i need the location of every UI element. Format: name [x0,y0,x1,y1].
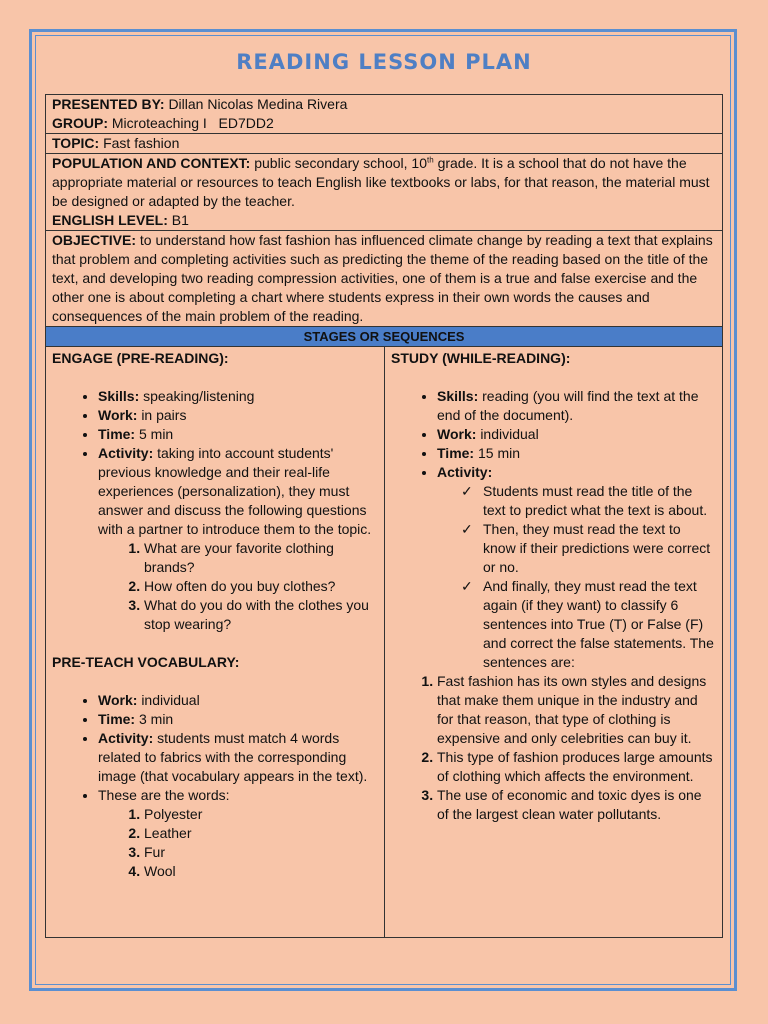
presented-by: PRESENTED BY: Dillan Nicolas Medina Rivera [52,96,348,112]
question-list [98,539,378,634]
list-item: • Work: individual [98,691,378,710]
list-item: 1. Fast fashion has its own styles and designs that make them unique in the industry and for that reason, that type of clothing is expensive and only celebrities can buy it. [437,672,716,748]
stages-columns [46,347,722,937]
engage-list [52,387,378,634]
checklist-item: ✓ And finally, they must read the text again (if they want) to classify 6 sentences into True (T) or False (F) and correct the false statements. The sentences are: [483,577,716,672]
stages-header: STAGES OR SEQUENCES [46,327,722,347]
engage-heading: ENGAGE (PRE-READING): [52,350,229,366]
list-item: 1. Polyester [144,805,378,824]
step-checklist [437,482,716,672]
lesson-plan-table [45,94,723,938]
list-item: • Time: 5 min [98,425,378,444]
group: GROUP: Microteaching I ED7DD2 [52,115,274,131]
list-item: 3. The use of economic and toxic dyes is one of the largest clean water pollutants. [437,786,716,824]
population-row [46,154,722,231]
checklist-item: ✓ Students must read the title of the text to predict what the text is about. [483,482,716,520]
preteach-list [52,691,378,881]
list-item: • Work: individual [437,425,716,444]
list-item: • These are the words: 1. Polyester 2. Leather 3. Fur 4. Wool [98,786,378,881]
list-item: • Activity: students must match 4 words related to fabrics with the corresponding image (that vocabulary appears in the text). [98,729,378,786]
preteach-heading: PRE-TEACH VOCABULARY: [52,654,240,670]
study-list [391,387,716,672]
engage-column [46,347,385,937]
list-item: 2. How often do you buy clothes? [144,577,378,596]
list-item: 3. What do you do with the clothes you stop wearing? [144,596,378,634]
study-column [385,347,722,937]
list-item: 3. Fur [144,843,378,862]
list-item: 2. This type of fashion produces large amounts of clothing which affects the environment. [437,748,716,786]
objective-row: OBJECTIVE: to understand how fast fashion has influenced climate change by reading a text that explains that problem and completing activities such as predicting the theme of the reading based on the title of the text, and developing two reading compression activities, one of them is a true and false exercise and the other one is about completing a chart where students express in their own words the causes and consequences of the main problem of the reading. [46,231,722,327]
topic-row: TOPIC: Fast fashion [46,134,722,154]
list-item: • Skills: reading (you will find the text at the end of the document). [437,387,716,425]
study-heading: STUDY (WHILE-READING): [391,350,571,366]
list-item: • Time: 3 min [98,710,378,729]
list-item: • Time: 15 min [437,444,716,463]
population-context: POPULATION AND CONTEXT: public secondary school, 10th grade. It is a school that do not have the appropriate material or resources to teach English like textbooks or labs, for that reason, the material must be designed or adapted by the teacher. [52,155,710,209]
word-list [98,805,378,881]
sentence-list [391,672,716,824]
list-item: • Skills: speaking/listening [98,387,378,406]
header-info-row [46,95,722,134]
checklist-item: ✓ Then, they must read the text to know if their predictions were correct or no. [483,520,716,577]
list-item: 2. Leather [144,824,378,843]
list-item: • Activity: ✓ Students must read the title of the text to predict what the text is about. ✓ Then, they must read the text to know if their predictions were correct or no. ✓ And finally, they must read the text again (if they want) to classify 6 sentences into True (T) or False (F) and correct the false statements. The sentences are: [437,463,716,672]
english-level: ENGLISH LEVEL: B1 [52,212,189,228]
list-item: • Activity: taking into account students' previous knowledge and their real-life experiences (personalization), they must answer and discuss the following questions with a partner to introduce them to the topic. 1. What are your favorite clothing brands? 2. How often do you buy clothes? 3. What do you do with the clothes you stop wearing? [98,444,378,634]
page-title: READING LESSON PLAN [236,50,532,74]
list-item: 1. What are your favorite clothing brands? [144,539,378,577]
list-item: 4. Wool [144,862,378,881]
list-item: • Work: in pairs [98,406,378,425]
